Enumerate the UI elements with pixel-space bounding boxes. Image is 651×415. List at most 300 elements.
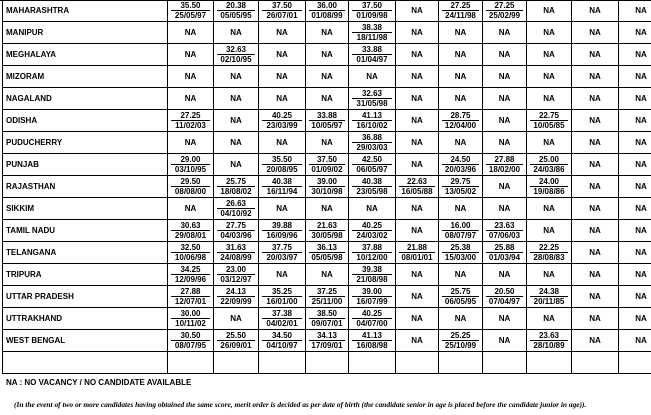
na-cell: NA	[306, 132, 349, 154]
cutoff-score: 25.75	[217, 177, 255, 187]
na-cell: NA	[396, 88, 439, 110]
score-date-pair	[349, 23, 395, 42]
na-cell: NA	[619, 22, 651, 44]
birth-date: 10/05/97	[311, 121, 343, 130]
cutoff-score: 28.75	[442, 111, 479, 121]
state-name-cell: PUDUCHERRY	[3, 132, 168, 154]
table-row	[3, 330, 651, 352]
na-cell: NA	[483, 330, 527, 352]
na-cell: NA	[483, 88, 527, 110]
birth-date: 30/10/98	[311, 187, 343, 196]
score-cell	[168, 308, 214, 330]
state-name-cell: TRIPURA	[3, 264, 168, 286]
score-cell	[259, 286, 306, 308]
state-name-cell: MANIPUR	[3, 22, 168, 44]
score-cell	[439, 330, 483, 352]
na-cell: NA	[483, 308, 527, 330]
na-cell: NA	[483, 44, 527, 66]
cutoff-score: 36.88	[352, 133, 392, 143]
na-cell: NA	[527, 198, 572, 220]
score-date-pair	[214, 221, 258, 240]
score-date-pair	[349, 177, 395, 196]
score-date-pair	[306, 221, 348, 240]
na-cell: NA	[396, 22, 439, 44]
na-cell: NA	[619, 132, 651, 154]
na-cell: NA	[396, 66, 439, 88]
score-cell	[439, 220, 483, 242]
score-date-pair	[349, 111, 395, 130]
na-cell: NA	[439, 88, 483, 110]
score-cell	[349, 132, 396, 154]
table-row	[3, 110, 651, 132]
state-name-cell: TAMIL NADU	[3, 220, 168, 242]
cutoff-score: 35.50	[171, 1, 210, 11]
score-cell	[259, 220, 306, 242]
state-name-cell: UTTRAKHAND	[3, 308, 168, 330]
cutoff-score: 21.63	[309, 221, 345, 231]
birth-date: 25/11/00	[311, 297, 343, 306]
cutoff-score: 23.00	[217, 265, 255, 275]
empty-cell	[214, 352, 259, 374]
birth-date: 20/08/95	[266, 165, 298, 174]
empty-cell	[483, 352, 527, 374]
state-name-cell: ODISHA	[3, 110, 168, 132]
score-date-pair	[168, 331, 213, 350]
na-cell: NA	[572, 176, 619, 198]
na-cell: NA	[439, 22, 483, 44]
score-date-pair	[306, 177, 348, 196]
na-cell: NA	[527, 88, 572, 110]
score-date-pair	[168, 309, 213, 328]
birth-date: 25/10/99	[444, 341, 477, 350]
cutoff-score: 25.25	[442, 331, 479, 341]
score-cell	[214, 264, 259, 286]
birth-date: 29/08/01	[174, 231, 207, 240]
score-cell	[168, 220, 214, 242]
score-date-pair	[439, 221, 482, 240]
cutoff-score: 24.00	[530, 177, 568, 187]
score-cell	[214, 176, 259, 198]
score-date-pair	[214, 265, 258, 284]
na-cell: NA	[396, 308, 439, 330]
score-cell	[259, 308, 306, 330]
birth-date: 10/05/85	[533, 121, 565, 130]
birth-date: 04/02/01	[266, 319, 298, 328]
score-cell	[306, 220, 349, 242]
na-cell: NA	[572, 330, 619, 352]
cutoff-score: 34.50	[262, 331, 302, 341]
birth-date: 01/04/97	[356, 55, 388, 64]
birth-date: 04/03/96	[220, 231, 252, 240]
na-cell: NA	[572, 66, 619, 88]
birth-date: 01/09/02	[311, 165, 343, 174]
table-row	[3, 264, 651, 286]
na-cell: NA	[396, 154, 439, 176]
score-cell	[439, 242, 483, 264]
cutoff-score: 23.63	[486, 221, 523, 231]
na-cell: NA	[619, 66, 651, 88]
score-date-pair	[259, 111, 305, 130]
score-date-pair	[306, 111, 348, 130]
na-cell: NA	[306, 22, 349, 44]
table-body	[3, 0, 651, 374]
score-cell	[349, 176, 396, 198]
na-cell: NA	[527, 66, 572, 88]
cutoff-score: 37.38	[262, 309, 302, 319]
state-name-cell: WEST BENGAL	[3, 330, 168, 352]
score-date-pair	[168, 155, 213, 174]
birth-date: 04/10/97	[266, 341, 298, 350]
score-cell	[439, 0, 483, 22]
score-cell	[306, 286, 349, 308]
score-cell	[259, 110, 306, 132]
score-date-pair	[259, 1, 305, 20]
cutoff-score: 37.25	[309, 287, 345, 297]
na-cell: NA	[259, 88, 306, 110]
birth-date: 16/10/02	[356, 121, 388, 130]
cutoff-score: 38.50	[309, 309, 345, 319]
score-date-pair	[396, 177, 438, 196]
cutoff-score: 22.25	[530, 243, 568, 253]
cutoff-score: 40.38	[352, 177, 392, 187]
birth-date: 28/10/89	[533, 341, 565, 350]
birth-date: 05/05/98	[311, 253, 343, 262]
score-date-pair	[483, 243, 526, 262]
merit-table	[2, 0, 651, 374]
score-date-pair	[527, 111, 571, 130]
cutoff-score: 24.38	[530, 287, 568, 297]
cutoff-score: 40.25	[352, 309, 392, 319]
na-cell: NA	[439, 66, 483, 88]
birth-date: 06/05/95	[444, 297, 477, 306]
score-date-pair	[259, 309, 305, 328]
table-row	[3, 352, 651, 374]
na-cell: NA	[619, 330, 651, 352]
birth-date: 05/05/95	[220, 11, 252, 20]
na-cell: NA	[483, 176, 527, 198]
birth-date: 16/09/96	[266, 231, 298, 240]
score-date-pair	[439, 177, 482, 196]
score-date-pair	[168, 1, 213, 20]
na-cell: NA	[168, 66, 214, 88]
score-cell	[396, 242, 439, 264]
score-date-pair	[214, 1, 258, 20]
na-cell: NA	[306, 198, 349, 220]
na-cell: NA	[259, 22, 306, 44]
na-cell: NA	[572, 264, 619, 286]
cutoff-score: 29.50	[171, 177, 210, 187]
score-date-pair	[259, 155, 305, 174]
cutoff-score: 34.13	[309, 331, 345, 341]
score-date-pair	[527, 177, 571, 196]
birth-date: 19/08/86	[533, 187, 565, 196]
na-cell: NA	[396, 198, 439, 220]
table-row	[3, 0, 651, 22]
table-row	[3, 132, 651, 154]
na-cell: NA	[527, 44, 572, 66]
score-cell	[259, 0, 306, 22]
score-cell	[259, 242, 306, 264]
score-date-pair	[349, 155, 395, 174]
cutoff-score: 25.75	[442, 287, 479, 297]
cutoff-score: 37.75	[262, 243, 302, 253]
cutoff-score: 25.88	[486, 243, 523, 253]
cutoff-score: 31.63	[217, 243, 255, 253]
birth-date: 02/10/95	[220, 55, 252, 64]
birth-date: 20/03/97	[266, 253, 298, 262]
cutoff-score: 35.50	[262, 155, 302, 165]
score-cell	[168, 176, 214, 198]
score-cell	[483, 242, 527, 264]
birth-date: 13/05/02	[444, 187, 477, 196]
na-cell: NA	[619, 264, 651, 286]
cutoff-score: 32.63	[217, 45, 255, 55]
score-cell	[214, 330, 259, 352]
score-date-pair	[168, 221, 213, 240]
na-legend: NA : NO VACANCY / NO CANDIDATE AVAILABLE	[6, 378, 192, 387]
birth-date: 10/11/02	[175, 319, 206, 328]
score-cell	[527, 330, 572, 352]
score-cell	[349, 0, 396, 22]
na-cell: NA	[168, 22, 214, 44]
na-cell: NA	[619, 88, 651, 110]
na-cell: NA	[214, 88, 259, 110]
table-row	[3, 198, 651, 220]
score-cell	[396, 176, 439, 198]
score-cell	[483, 286, 527, 308]
na-cell: NA	[619, 44, 651, 66]
score-date-pair	[259, 331, 305, 350]
score-cell	[349, 22, 396, 44]
table-row	[3, 154, 651, 176]
cutoff-score: 41.13	[352, 111, 392, 121]
cutoff-score: 41.13	[352, 331, 392, 341]
cutoff-score: 37.50	[352, 1, 392, 11]
birth-date: 07/06/03	[488, 231, 521, 240]
score-date-pair	[214, 45, 258, 64]
na-cell: NA	[572, 0, 619, 22]
na-cell: NA	[572, 220, 619, 242]
na-cell: NA	[572, 198, 619, 220]
na-cell: NA	[527, 308, 572, 330]
na-cell: NA	[306, 66, 349, 88]
cutoff-score: 38.38	[352, 23, 392, 33]
na-cell: NA	[619, 220, 651, 242]
na-cell: NA	[259, 198, 306, 220]
birth-date: 26/09/01	[220, 341, 252, 350]
cutoff-score: 32.63	[352, 89, 392, 99]
birth-date: 31/05/98	[356, 99, 388, 108]
na-cell: NA	[168, 44, 214, 66]
cutoff-score: 39.38	[352, 265, 392, 275]
birth-date: 09/07/01	[311, 319, 343, 328]
na-cell: NA	[572, 88, 619, 110]
score-cell	[306, 0, 349, 22]
score-cell	[259, 154, 306, 176]
cutoff-score: 30.50	[171, 331, 210, 341]
birth-date: 25/05/97	[174, 11, 207, 20]
table-row	[3, 44, 651, 66]
score-cell	[168, 154, 214, 176]
birth-date: 22/09/99	[220, 297, 252, 306]
score-date-pair	[527, 287, 571, 306]
state-name-cell: NAGALAND	[3, 88, 168, 110]
cutoff-score: 22.63	[399, 177, 435, 187]
na-cell: NA	[396, 330, 439, 352]
score-date-pair	[349, 243, 395, 262]
birth-date: 07/04/97	[488, 297, 521, 306]
na-cell: NA	[572, 22, 619, 44]
tie-break-footnote: (In the event of two or more candidates having obtained the same score, merit order is decided as per date of birth (the candidate senior in age is placed before the candidate junior in age)).	[14, 400, 587, 409]
score-date-pair	[349, 45, 395, 64]
score-cell	[168, 0, 214, 22]
cutoff-score: 37.88	[352, 243, 392, 253]
na-cell: NA	[527, 132, 572, 154]
score-cell	[306, 242, 349, 264]
cutoff-score: 23.63	[530, 331, 568, 341]
cutoff-score: 36.00	[309, 1, 345, 11]
empty-cell	[306, 352, 349, 374]
na-cell: NA	[619, 308, 651, 330]
score-date-pair	[483, 221, 526, 240]
score-cell	[168, 330, 214, 352]
score-date-pair	[259, 221, 305, 240]
birth-date: 16/08/98	[356, 341, 388, 350]
cutoff-score: 20.50	[486, 287, 523, 297]
score-date-pair	[349, 221, 395, 240]
na-cell: NA	[306, 88, 349, 110]
na-cell: NA	[483, 22, 527, 44]
na-cell: NA	[483, 110, 527, 132]
score-date-pair	[214, 243, 258, 262]
birth-date: 04/10/92	[220, 209, 252, 218]
score-cell	[214, 44, 259, 66]
birth-date: 29/03/03	[356, 143, 388, 152]
na-cell: NA	[439, 44, 483, 66]
score-date-pair	[259, 177, 305, 196]
na-cell: NA	[619, 110, 651, 132]
score-date-pair	[306, 331, 348, 350]
birth-date: 06/05/97	[356, 165, 388, 174]
cutoff-score: 35.25	[262, 287, 302, 297]
score-date-pair	[483, 155, 526, 174]
score-date-pair	[306, 309, 348, 328]
table-row	[3, 88, 651, 110]
na-cell: NA	[396, 220, 439, 242]
na-cell: NA	[439, 264, 483, 286]
score-date-pair	[439, 111, 482, 130]
birth-date: 08/07/95	[174, 341, 207, 350]
birth-date: 18/02/00	[488, 165, 521, 174]
cutoff-score: 20.38	[217, 1, 255, 11]
empty-cell	[259, 352, 306, 374]
score-date-pair	[483, 287, 526, 306]
birth-date: 24/08/99	[220, 253, 252, 262]
score-date-pair	[168, 287, 213, 306]
na-cell: NA	[259, 132, 306, 154]
score-date-pair	[439, 155, 482, 174]
cutoff-score: 40.25	[262, 111, 302, 121]
birth-date: 28/08/83	[533, 253, 565, 262]
birth-date: 26/07/01	[266, 11, 298, 20]
cutoff-score: 25.50	[217, 331, 255, 341]
na-cell: NA	[483, 132, 527, 154]
birth-date: 16/07/99	[356, 297, 388, 306]
score-cell	[349, 110, 396, 132]
table-row	[3, 242, 651, 264]
birth-date: 25/02/99	[488, 11, 521, 20]
na-cell: NA	[439, 198, 483, 220]
birth-date: 18/11/98	[356, 33, 388, 42]
state-name-cell	[3, 352, 168, 374]
score-cell	[214, 0, 259, 22]
score-date-pair	[527, 243, 571, 262]
score-date-pair	[214, 331, 258, 350]
birth-date: 24/03/02	[356, 231, 388, 240]
na-cell: NA	[572, 110, 619, 132]
na-cell: NA	[214, 66, 259, 88]
birth-date: 20/11/85	[533, 297, 565, 306]
table-row	[3, 176, 651, 198]
score-date-pair	[349, 265, 395, 284]
birth-date: 01/08/99	[311, 11, 343, 20]
score-date-pair	[306, 243, 348, 262]
birth-date: 08/08/00	[174, 187, 207, 196]
na-cell: NA	[619, 176, 651, 198]
score-date-pair	[214, 287, 258, 306]
birth-date: 24/11/98	[445, 11, 476, 20]
score-cell	[306, 176, 349, 198]
score-date-pair	[168, 177, 213, 196]
state-name-cell: UTTAR PRADESH	[3, 286, 168, 308]
na-cell: NA	[349, 66, 396, 88]
na-cell: NA	[572, 286, 619, 308]
cutoff-score: 42.50	[352, 155, 392, 165]
birth-date: 16/05/88	[401, 187, 433, 196]
score-cell	[527, 176, 572, 198]
birth-date: 17/09/01	[311, 341, 343, 350]
na-cell: NA	[439, 308, 483, 330]
score-cell	[306, 154, 349, 176]
cutoff-score: 22.75	[530, 111, 568, 121]
cutoff-score: 40.38	[262, 177, 302, 187]
score-cell	[349, 88, 396, 110]
na-cell: NA	[214, 132, 259, 154]
score-date-pair	[483, 1, 526, 20]
birth-date: 12/04/00	[444, 121, 477, 130]
score-cell	[527, 154, 572, 176]
empty-cell	[168, 352, 214, 374]
na-cell: NA	[396, 286, 439, 308]
birth-date: 08/01/01	[401, 253, 433, 262]
score-date-pair	[306, 155, 348, 174]
cutoff-score: 25.38	[442, 243, 479, 253]
na-cell: NA	[168, 132, 214, 154]
na-cell: NA	[619, 154, 651, 176]
empty-cell	[527, 352, 572, 374]
na-cell: NA	[259, 264, 306, 286]
na-cell: NA	[527, 264, 572, 286]
score-date-pair	[306, 1, 348, 20]
na-cell: NA	[619, 286, 651, 308]
na-cell: NA	[214, 22, 259, 44]
state-name-cell: MIZORAM	[3, 66, 168, 88]
score-date-pair	[349, 331, 395, 350]
cutoff-score: 24.50	[442, 155, 479, 165]
na-cell: NA	[527, 22, 572, 44]
birth-date: 12/07/01	[174, 297, 207, 306]
score-cell	[214, 242, 259, 264]
